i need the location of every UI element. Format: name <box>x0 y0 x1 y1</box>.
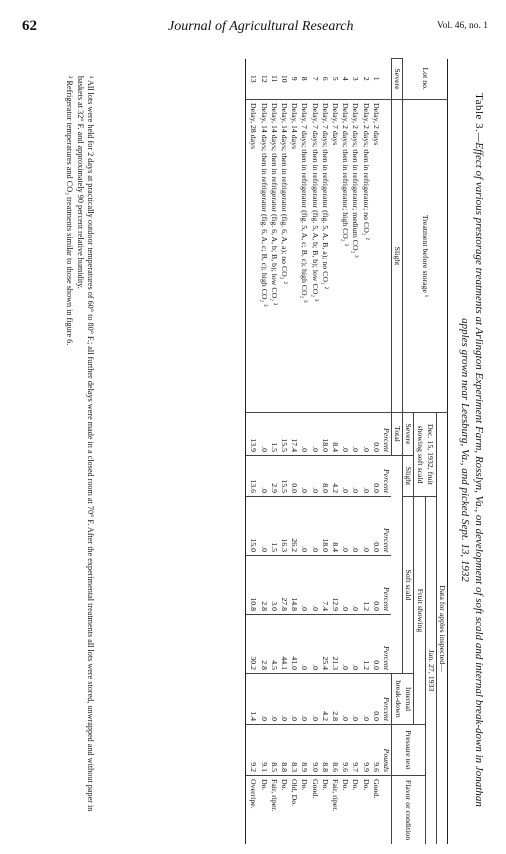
dec-slight-cell: 0.0 <box>371 456 381 497</box>
flavor-cell: Do. <box>258 776 268 845</box>
dec-slight-cell: 15.5 <box>279 456 289 497</box>
pressure-header: Pressure test <box>391 725 425 776</box>
jan-severe-header: Severe <box>391 59 402 100</box>
pressure-cell: 8.6 <box>330 725 340 776</box>
rotated-table-page <box>22 58 488 844</box>
treatment-cell: Delay, 7 days; then in refrigerator (fig. 5, A, B, a); no CO₂ ² <box>320 100 330 413</box>
table-row <box>360 59 370 845</box>
lot-cell: 10 <box>279 59 289 100</box>
jan-severe-cell: .0 <box>309 497 319 556</box>
table-row <box>330 59 340 845</box>
pressure-cell: 8.8 <box>320 725 330 776</box>
jan-slight-header: Slight <box>391 100 402 413</box>
internal-cell: .0 <box>340 674 350 725</box>
jan-severe-cell: 8.4 <box>330 497 340 556</box>
table-row <box>320 59 330 845</box>
dec-severe-header: Severe <box>403 413 414 456</box>
pressure-cell: 8.8 <box>279 725 289 776</box>
jan-severe-cell: .0 <box>350 497 360 556</box>
unit-pressure: Pounds <box>381 725 392 776</box>
jan-total-cell: .0 <box>299 615 309 674</box>
dec-slight-cell: 0.0 <box>289 456 299 497</box>
jan-total-cell: 25.4 <box>320 615 330 674</box>
internal-cell: 0.0 <box>371 674 381 725</box>
dec-severe-cell: 1.5 <box>269 413 279 456</box>
treatment-cell: Delay, 2 days; then in refrigerator; medium CO₂ ³ <box>350 100 360 413</box>
internal-cell: 1.4 <box>246 674 259 725</box>
dec-severe-cell: 0.0 <box>371 413 381 456</box>
table-row <box>289 59 299 845</box>
dec-slight-cell: .0 <box>309 456 319 497</box>
jan-total-cell: 1.2 <box>360 615 370 674</box>
footnote-2: ² Refrigerator temperatures and CO₂ treatments similar to those shown in figure 6. <box>65 76 75 346</box>
jan-severe-cell: .0 <box>299 497 309 556</box>
table-row <box>309 59 319 845</box>
jan-total-cell: .0 <box>309 615 319 674</box>
pressure-cell: 8.3 <box>289 725 299 776</box>
pressure-cell: 9.0 <box>309 725 319 776</box>
dec-slight-cell: 4.2 <box>330 456 340 497</box>
table-row <box>371 59 381 845</box>
flavor-cell: Do. <box>350 776 360 845</box>
flavor-cell: Do. <box>360 776 370 845</box>
flavor-cell: Fair, riper. <box>330 776 340 845</box>
table-row <box>340 59 350 845</box>
dec-slight-cell: 8.0 <box>320 456 330 497</box>
jan-total-cell: 2.8 <box>258 615 268 674</box>
dec-severe-cell: 15.5 <box>279 413 289 456</box>
jan-total-cell: 4.5 <box>269 615 279 674</box>
unit-jan-severe: Percent <box>381 497 392 556</box>
soft-scald-header: Soft scald <box>403 497 414 674</box>
internal-cell: .0 <box>360 674 370 725</box>
units-row <box>381 59 392 845</box>
dec-severe-cell: .0 <box>299 413 309 456</box>
dec-severe-cell: 18.0 <box>320 413 330 456</box>
lot-cell: 1 <box>371 59 381 100</box>
table-label: Table 3. <box>473 93 485 133</box>
page-header <box>22 18 488 38</box>
lot-cell: 4 <box>340 59 350 100</box>
dec-slight-cell: .0 <box>299 456 309 497</box>
table-row <box>279 59 289 845</box>
jan-total-cell: 30.2 <box>246 615 259 674</box>
lot-cell: 6 <box>320 59 330 100</box>
jan-slight-cell: 7.4 <box>320 556 330 615</box>
jan-slight-cell: .0 <box>340 556 350 615</box>
volume-label: Vol. 46, no. 1 <box>436 21 488 31</box>
jan-total-header: Total <box>391 413 402 456</box>
internal-header: Internal break-down <box>391 674 413 725</box>
jan-slight-cell: 14.8 <box>289 556 299 615</box>
jan-total-cell: 21.3 <box>330 615 340 674</box>
treatment-cell: Delay, 2 days; then in refrigerator; high CO₂ ³ <box>340 100 350 413</box>
internal-cell: .0 <box>309 674 319 725</box>
jan-total-cell: 0.0 <box>371 615 381 674</box>
flavor-cell: Do. <box>299 776 309 845</box>
table-row <box>269 59 279 845</box>
internal-cell: .0 <box>289 674 299 725</box>
internal-cell: .0 <box>269 674 279 725</box>
treatment-header: Treatment before storage ¹ <box>403 100 448 413</box>
dec-group-header: Dec. 15, 1932, fruit showing soft scald <box>414 413 436 497</box>
jan-slight-cell: .0 <box>350 556 360 615</box>
dec-slight-cell: .0 <box>258 456 268 497</box>
jan-slight-cell: .0 <box>309 556 319 615</box>
jan-severe-cell: 18.0 <box>320 497 330 556</box>
treatment-cell: Delay, 14 days; then in refrigerator (fig. 6, A, c; B, c); high CO₂ ³ <box>258 100 268 413</box>
pressure-cell: 8.5 <box>269 725 279 776</box>
pressure-cell: 8.9 <box>299 725 309 776</box>
treatment-cell: Delay, 2 days; then in refrigerator; no CO₂ ² <box>360 100 370 413</box>
jan-severe-cell: 26.2 <box>289 497 299 556</box>
dec-severe-cell: .0 <box>350 413 360 456</box>
dec-severe-cell: 8.4 <box>330 413 340 456</box>
lot-cell: 5 <box>330 59 340 100</box>
pressure-cell: 9.2 <box>246 725 259 776</box>
treatment-cell: Delay, 28 days <box>246 100 259 413</box>
table-row <box>350 59 360 845</box>
treatment-cell: Delay, 2 days <box>371 100 381 413</box>
jan-slight-cell: .0 <box>299 556 309 615</box>
jan-group-header: Jan. 27, 1933 <box>425 497 436 845</box>
table-row <box>299 59 309 845</box>
treatment-cell: Delay, 7 days <box>330 100 340 413</box>
internal-cell: .0 <box>258 674 268 725</box>
dec-severe-cell: .0 <box>340 413 350 456</box>
dec-slight-cell: 2.9 <box>269 456 279 497</box>
internal-cell: 4.2 <box>320 674 330 725</box>
treatment-cell: Delay, 7 days; then in refrigerator (fig. 5, A, c; B, c); high CO₂ ³ <box>299 100 309 413</box>
jan-total-cell: .0 <box>340 615 350 674</box>
flavor-cell: Good. <box>309 776 319 845</box>
jan-severe-cell: .0 <box>340 497 350 556</box>
jan-severe-cell: .0 <box>360 497 370 556</box>
jan-severe-cell: 15.0 <box>246 497 259 556</box>
dec-severe-cell: .0 <box>360 413 370 456</box>
table-caption <box>458 80 486 820</box>
data-table <box>245 58 448 844</box>
pressure-cell: 9.9 <box>360 725 370 776</box>
dec-severe-cell: .0 <box>309 413 319 456</box>
lot-cell: 8 <box>299 59 309 100</box>
pressure-cell: 9.6 <box>371 725 381 776</box>
table-row <box>258 59 268 845</box>
jan-severe-cell: 0.0 <box>371 497 381 556</box>
lot-cell: 3 <box>350 59 360 100</box>
dec-severe-cell: .0 <box>258 413 268 456</box>
lot-cell: 12 <box>258 59 268 100</box>
pressure-cell: 9.6 <box>340 725 350 776</box>
table-title: —Effect of various prestorage treatments at Arlington Experiment Farm, Rosslyn, Va., on development of soft scald and internal break-down in Jonathan apples grown near Leesburg, Va., and picked Sept. 13, 1932 <box>459 132 485 807</box>
unit-jan-total: Percent <box>381 615 392 674</box>
jan-slight-cell: 3.0 <box>269 556 279 615</box>
lot-cell: 13 <box>246 59 259 100</box>
page-number: 62 <box>22 18 37 34</box>
treatment-cell: Delay, 14 days <box>289 100 299 413</box>
pressure-cell: 9.7 <box>350 725 360 776</box>
table-body <box>246 59 392 845</box>
flavor-cell: Fair, riper. <box>269 776 279 845</box>
treatment-cell: Delay, 14 days; then in refrigerator (fig. 6, A, b; B, b); low CO₂ ³ <box>269 100 279 413</box>
jan-severe-cell: .0 <box>258 497 268 556</box>
dec-slight-header: Slight <box>403 456 414 497</box>
internal-cell: .0 <box>279 674 289 725</box>
jan-severe-cell: 16.3 <box>279 497 289 556</box>
flavor-cell: Old, Do. <box>289 776 299 845</box>
unit-jan-slight: Percent <box>381 556 392 615</box>
dec-slight-cell: .0 <box>350 456 360 497</box>
lot-header: Lot no. <box>403 59 448 100</box>
jan-severe-cell: 1.5 <box>269 497 279 556</box>
jan-slight-cell: 10.8 <box>246 556 259 615</box>
fruit-showing-header: Fruit showing <box>414 497 425 725</box>
jan-total-cell: .0 <box>350 615 360 674</box>
dec-slight-cell: 13.6 <box>246 456 259 497</box>
footnotes <box>64 76 95 836</box>
data-group-header: Data for apples inspected— <box>436 413 447 845</box>
jan-total-cell: 41.0 <box>289 615 299 674</box>
flavor-cell: Do. <box>340 776 350 845</box>
unit-dec-slight: Percent <box>381 456 392 497</box>
flavor-cell: Good. <box>371 776 381 845</box>
unit-internal: Percent <box>381 674 392 725</box>
flavor-header: Flavor or condition <box>391 776 425 845</box>
lot-cell: 11 <box>269 59 279 100</box>
treatment-cell: Delay, 7 days; then in refrigerator (fig. 5, A, b; B, b); low CO₂ ³ <box>309 100 319 413</box>
internal-cell: .0 <box>299 674 309 725</box>
footnote-1: ¹ All lots were held for 2 days at practically outdoor temperatures of 60° to 80° F.; all further delays were made in a closed room at 70° F. After the experimental treatments all lots were stored, unwrapped and without paper in baskets at 32° F. and approximately 90 percent relative humidity. <box>75 76 95 812</box>
journal-title: Journal of Agricultural Research <box>168 19 354 34</box>
table-row <box>246 59 259 845</box>
jan-slight-cell: 2.8 <box>258 556 268 615</box>
unit-dec-severe: Percent <box>381 413 392 456</box>
lot-cell: 2 <box>360 59 370 100</box>
jan-slight-cell: 0.0 <box>371 556 381 615</box>
dec-slight-cell: .0 <box>340 456 350 497</box>
internal-cell: .0 <box>350 674 360 725</box>
flavor-cell: Do. <box>279 776 289 845</box>
lot-cell: 7 <box>309 59 319 100</box>
dec-severe-cell: 13.9 <box>246 413 259 456</box>
flavor-cell: Do. <box>320 776 330 845</box>
lot-cell: 9 <box>289 59 299 100</box>
jan-slight-cell: 27.8 <box>279 556 289 615</box>
dec-severe-cell: 17.4 <box>289 413 299 456</box>
treatment-cell: Delay, 14 days; then in refrigerator (fig. 6, A, a); no CO₂ ² <box>279 100 289 413</box>
jan-slight-cell: 1.2 <box>360 556 370 615</box>
dec-slight-cell: .0 <box>360 456 370 497</box>
jan-total-cell: 44.1 <box>279 615 289 674</box>
jan-slight-cell: 12.9 <box>330 556 340 615</box>
flavor-cell: Overripe. <box>246 776 259 845</box>
pressure-cell: 9.1 <box>258 725 268 776</box>
internal-cell: 2.8 <box>330 674 340 725</box>
